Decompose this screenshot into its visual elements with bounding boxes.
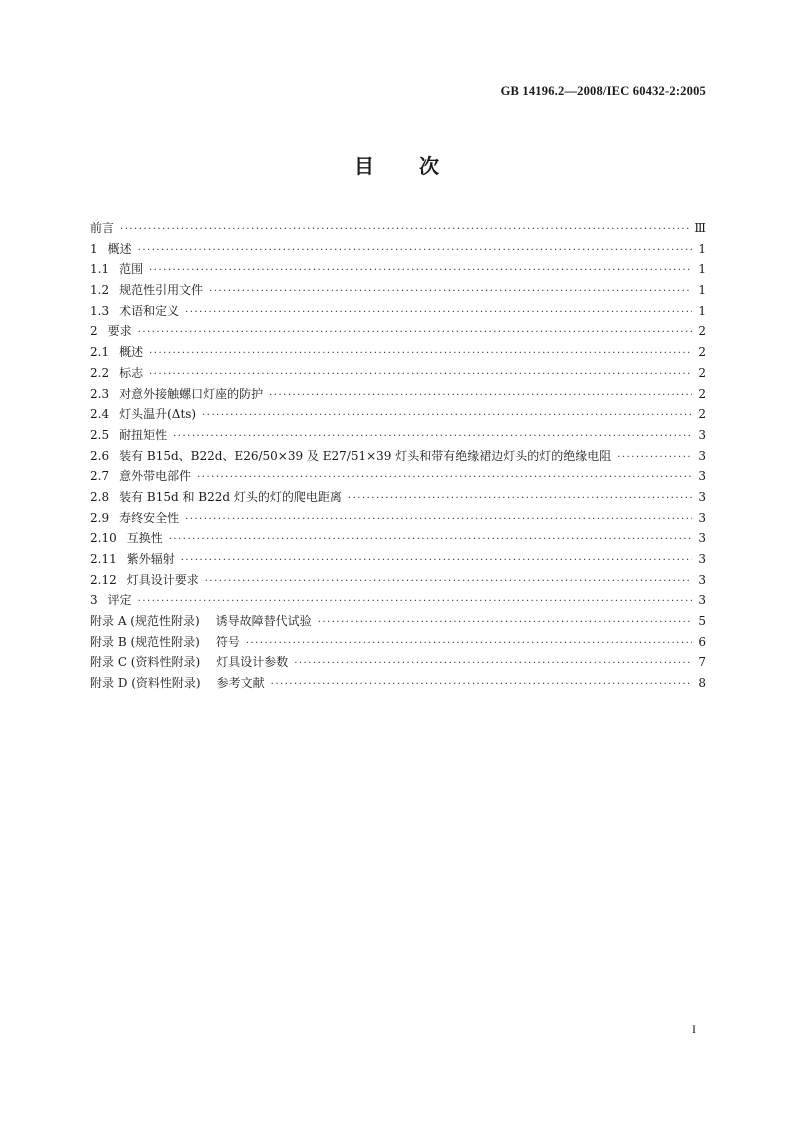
toc-entry-number: 2.4 <box>90 407 110 422</box>
toc-entry-number: 附录 C (资料性附录) <box>90 655 201 670</box>
toc-entry-number: 2.6 <box>90 448 110 463</box>
toc-entry[interactable] <box>90 652 706 673</box>
toc-leader-dots <box>138 592 692 613</box>
page-title-part-1: 目 <box>354 154 375 178</box>
toc-leader-dots <box>617 448 692 469</box>
toc-entry-page: 3 <box>698 552 706 566</box>
toc-entry-title: 评定 <box>107 593 132 608</box>
toc-entry-title: 紫外辐射 <box>126 552 175 566</box>
toc-entry[interactable] <box>90 342 706 363</box>
toc-entry[interactable] <box>90 259 706 280</box>
toc-entry-title: 范围 <box>119 262 144 277</box>
toc-entry-page: 2 <box>698 407 706 422</box>
toc-entry-number: 附录 D (资料性附录) <box>90 676 201 691</box>
toc-leader-dots <box>138 241 692 262</box>
toc-entry-number: 2.12 <box>90 572 117 587</box>
toc-entry[interactable] <box>90 384 706 405</box>
toc-entry-title: 参考文献 <box>216 676 265 691</box>
toc-entry[interactable] <box>90 549 706 570</box>
toc-entry[interactable] <box>90 466 706 487</box>
toc-entry[interactable] <box>90 632 706 653</box>
toc-entry-title: 诱导故障替代试验 <box>215 614 312 629</box>
toc-leader-dots <box>197 468 692 489</box>
toc-leader-dots <box>173 427 692 448</box>
toc-leader-dots <box>149 365 692 386</box>
toc-leader-dots <box>246 634 692 655</box>
toc-entry[interactable] <box>90 280 706 301</box>
toc-leader-dots <box>149 261 692 282</box>
toc-entry-number: 2 <box>90 324 98 339</box>
toc-entry-number: 2.2 <box>90 365 110 380</box>
toc-entry-number: 2.10 <box>90 531 117 546</box>
toc-leader-dots <box>185 510 692 531</box>
toc-entry-number: 1 <box>90 241 98 256</box>
toc-entry-number: 1.2 <box>90 283 110 298</box>
toc-entry-title: 标志 <box>119 365 144 380</box>
toc-leader-dots <box>318 613 692 634</box>
toc-entry-page: 8 <box>698 676 706 691</box>
table-of-contents <box>90 218 706 694</box>
page-title <box>0 150 794 179</box>
toc-leader-dots <box>149 344 692 365</box>
page-number: I <box>692 1022 696 1036</box>
toc-entry-number: 3 <box>90 593 98 608</box>
toc-entry-title: 灯头温升(Δts) <box>119 407 197 422</box>
toc-leader-dots <box>169 530 692 551</box>
toc-entry-title: 装有 B15d、B22d、E26/50×39 及 E27/51×39 灯头和带有绝缘裙边灯头的灯的绝缘电阻 <box>119 448 612 463</box>
toc-entry-page: 3 <box>698 531 706 546</box>
toc-entry[interactable] <box>90 218 706 239</box>
toc-entry-page: 3 <box>698 489 706 504</box>
toc-leader-dots <box>202 406 692 427</box>
toc-entry-page: 5 <box>698 614 706 629</box>
toc-entry-page: 2 <box>698 345 706 360</box>
toc-entry-page: 1 <box>698 303 706 318</box>
toc-entry-number: 2.11 <box>90 552 117 566</box>
toc-leader-dots <box>205 572 692 593</box>
toc-entry-title: 寿终安全性 <box>119 510 180 525</box>
toc-leader-dots <box>269 386 692 407</box>
toc-entry-page: 6 <box>698 634 706 649</box>
toc-leader-dots <box>271 675 692 696</box>
toc-leader-dots <box>294 654 692 675</box>
toc-entry[interactable] <box>90 487 706 508</box>
toc-entry[interactable] <box>90 528 706 549</box>
toc-entry-page: 1 <box>698 241 706 256</box>
toc-entry-page: 2 <box>698 365 706 380</box>
standard-code: GB 14196.2—2008/IEC 60432-2:2005 <box>500 84 706 98</box>
toc-leader-dots <box>120 220 690 241</box>
toc-entry-number: 2.9 <box>90 510 110 525</box>
toc-entry[interactable] <box>90 404 706 425</box>
toc-entry-page: 2 <box>698 386 706 401</box>
toc-entry-page: 7 <box>698 655 706 670</box>
toc-entry-title: 概述 <box>119 345 144 360</box>
toc-leader-dots <box>348 489 692 510</box>
toc-entry-title: 术语和定义 <box>119 303 180 318</box>
toc-leader-dots <box>138 323 692 344</box>
toc-entry[interactable] <box>90 590 706 611</box>
toc-entry-number: 2.5 <box>90 427 110 442</box>
toc-entry-page: 3 <box>698 510 706 525</box>
toc-leader-dots <box>185 303 692 324</box>
toc-entry-title: 符号 <box>215 634 240 649</box>
toc-entry[interactable] <box>90 611 706 632</box>
toc-entry-number: 1.1 <box>90 262 110 277</box>
toc-entry-title: 灯具设计要求 <box>126 572 199 587</box>
toc-entry[interactable] <box>90 239 706 260</box>
toc-entry-page: 3 <box>698 593 706 608</box>
toc-entry[interactable] <box>90 425 706 446</box>
toc-entry-page: 3 <box>698 427 706 442</box>
toc-entry-title: 前言 <box>90 221 115 235</box>
toc-entry-number: 1.3 <box>90 303 110 318</box>
toc-entry[interactable] <box>90 673 706 694</box>
toc-entry-page: 2 <box>698 324 706 339</box>
toc-entry-number: 2.7 <box>90 469 110 484</box>
toc-entry-number: 附录 A (规范性附录) <box>90 614 200 629</box>
toc-leader-dots <box>181 551 692 572</box>
toc-entry-page: 3 <box>698 572 706 587</box>
toc-leader-dots <box>209 282 692 303</box>
toc-entry-title: 灯具设计参数 <box>216 655 289 670</box>
toc-entry-page: Ⅲ <box>694 221 706 235</box>
toc-entry-page: 1 <box>698 262 706 277</box>
toc-entry[interactable] <box>90 446 706 467</box>
toc-entry-number: 2.8 <box>90 489 110 504</box>
toc-entry-number: 2.3 <box>90 386 110 401</box>
toc-entry-page: 3 <box>698 469 706 484</box>
toc-entry-title: 概述 <box>107 241 132 256</box>
toc-entry-title: 意外带电部件 <box>119 469 192 484</box>
toc-entry-page: 3 <box>698 448 706 463</box>
toc-entry-title: 装有 B15d 和 B22d 灯头的灯的爬电距离 <box>119 489 342 504</box>
toc-entry[interactable] <box>90 570 706 591</box>
toc-entry-number: 附录 B (规范性附录) <box>90 634 200 649</box>
toc-entry-title: 对意外接触螺口灯座的防护 <box>119 386 264 401</box>
toc-entry[interactable] <box>90 508 706 529</box>
toc-entry-title: 要求 <box>107 324 132 339</box>
toc-entry-title: 规范性引用文件 <box>119 283 204 298</box>
toc-entry[interactable] <box>90 363 706 384</box>
toc-entry[interactable] <box>90 321 706 342</box>
toc-entry[interactable] <box>90 301 706 322</box>
toc-entry-title: 互换性 <box>126 531 163 546</box>
toc-entry-title: 耐扭矩性 <box>119 427 168 442</box>
toc-entry-number: 2.1 <box>90 345 110 360</box>
page-title-part-2: 次 <box>419 154 440 178</box>
toc-entry-page: 1 <box>698 283 706 298</box>
